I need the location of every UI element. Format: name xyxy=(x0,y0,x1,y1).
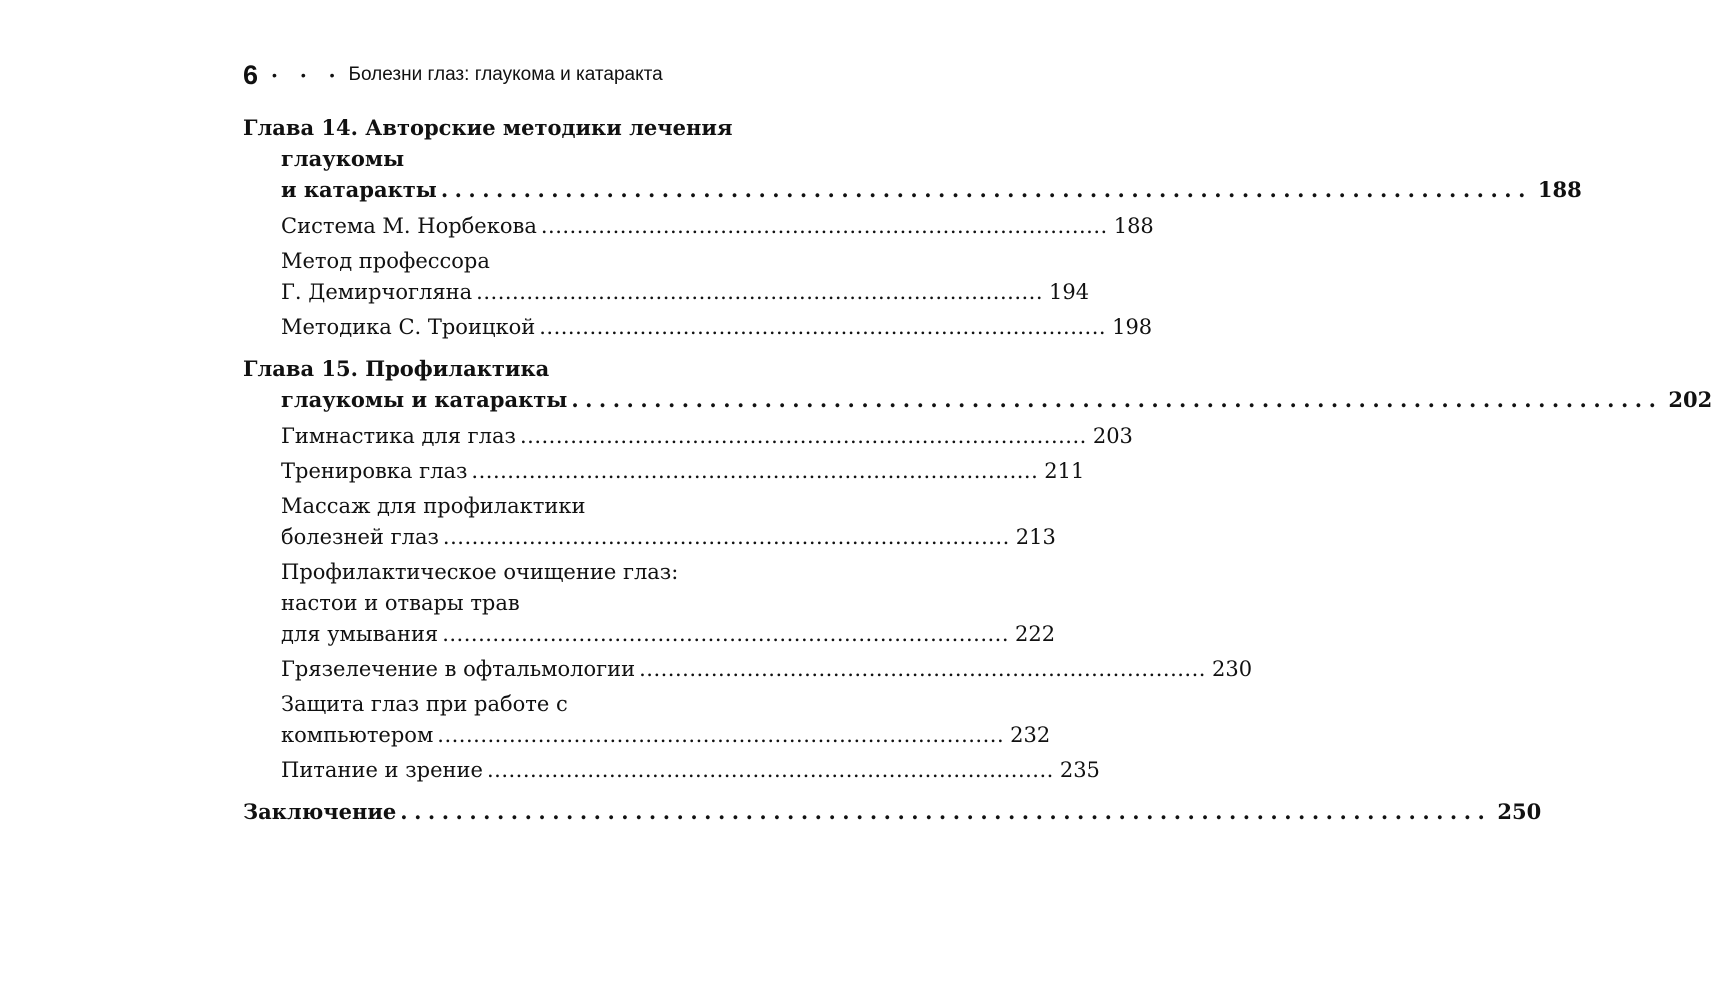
toc-line-last xyxy=(281,384,1712,415)
toc-entry-title: для умывания xyxy=(281,622,439,646)
toc-page-number: 198 xyxy=(1112,315,1153,339)
toc-section xyxy=(281,456,1085,487)
toc-section xyxy=(281,312,1153,343)
toc-line-last xyxy=(281,456,1085,487)
dot-leader: ............................................................................... xyxy=(476,280,1044,304)
dot-leader: ............................................................................... xyxy=(639,657,1206,681)
toc-chapter-15 xyxy=(243,353,1712,415)
toc-entry-title: болезней глаз xyxy=(281,525,439,549)
dot-leader: ............................................................................... xyxy=(540,214,1108,238)
toc-page-number: 222 xyxy=(1015,622,1056,646)
toc-section xyxy=(281,491,1056,553)
toc-page-number: 188 xyxy=(1537,177,1582,202)
toc-section xyxy=(281,689,1051,751)
toc-entry-title: Питание и зрение xyxy=(281,758,483,782)
toc-page-number: 250 xyxy=(1497,799,1542,824)
dot-leader: ............................................................................... xyxy=(437,723,1005,747)
toc-line: Профилактическое очищение глаз: xyxy=(281,560,679,584)
toc-section xyxy=(281,557,1056,650)
dot-leader: ............................................................................... xyxy=(519,424,1087,448)
toc-entry-title: Методика С. Троицкой xyxy=(281,315,536,339)
dot-leader: ............................................................................... xyxy=(471,459,1039,483)
toc-chapter-14 xyxy=(243,112,1582,205)
toc-section xyxy=(281,421,1133,452)
dot-leader: ............................................................................... xyxy=(442,525,1010,549)
toc-page-number: 213 xyxy=(1015,525,1056,549)
toc-line-last xyxy=(281,522,1056,553)
toc-line-last xyxy=(281,654,1253,685)
toc-line-last xyxy=(281,755,1100,786)
toc-page-number: 230 xyxy=(1211,657,1253,681)
toc-entry-title: глаукомы и катаракты xyxy=(281,387,568,412)
table-of-contents xyxy=(243,112,1712,827)
toc-section xyxy=(281,755,1100,786)
toc-section xyxy=(281,246,1090,308)
toc-page-number: 235 xyxy=(1059,758,1100,782)
toc-line-last xyxy=(281,174,1582,205)
toc-entry-title: Гимнастика для глаз xyxy=(281,424,516,448)
toc-entry-title: Заключение xyxy=(243,799,397,824)
dot-leader: ............................................................................... xyxy=(571,387,1663,412)
toc-page-number: 203 xyxy=(1092,424,1133,448)
toc-section xyxy=(281,211,1154,242)
toc-page-number: 202 xyxy=(1668,387,1712,412)
toc-line: Массаж для профилактики xyxy=(281,494,586,518)
toc-entry-title: Грязелечение в офтальмологии xyxy=(281,657,636,681)
dot-leader: ............................................................................... xyxy=(442,622,1010,646)
toc-line-last xyxy=(281,312,1153,343)
dot-leader: ............................................................................... xyxy=(400,799,1492,824)
toc-entry-title: Тренировка глаз xyxy=(281,459,468,483)
toc-page-number: 211 xyxy=(1044,459,1085,483)
toc-line: Защита глаз при работе с xyxy=(281,692,568,716)
dot-leader: ............................................................................... xyxy=(539,315,1107,339)
toc-line-last xyxy=(281,720,1051,751)
toc-line-last xyxy=(281,277,1090,308)
toc-line: Глава 14. Авторские методики лечения xyxy=(243,115,733,140)
toc-line-last xyxy=(243,796,1542,827)
toc-entry-title: компьютером xyxy=(281,723,434,747)
toc-line-last xyxy=(281,619,1056,650)
dot-leader: ............................................................................... xyxy=(486,758,1054,782)
toc-entry-title: Г. Демирчогляна xyxy=(281,280,473,304)
toc-page-number: 232 xyxy=(1010,723,1051,747)
book-page xyxy=(243,58,1712,833)
toc-page-number: 194 xyxy=(1049,280,1090,304)
toc-conclusion xyxy=(243,796,1542,827)
page-number: 6 xyxy=(243,59,259,90)
toc-line-last xyxy=(281,211,1154,242)
toc-line: глаукомы xyxy=(281,146,405,171)
toc-page-number: 188 xyxy=(1113,214,1154,238)
toc-line-last xyxy=(281,421,1133,452)
bullet-ornament: • • • xyxy=(272,67,345,83)
running-title: Болезни глаз: глаукома и катаракта xyxy=(348,64,663,85)
toc-line: Метод профессора xyxy=(281,249,490,273)
toc-section xyxy=(281,654,1253,685)
toc-entry-title: Система М. Норбекова xyxy=(281,214,537,238)
dot-leader: ............................................................................... xyxy=(440,177,1532,202)
toc-line: Глава 15. Профилактика xyxy=(243,356,550,381)
toc-line: настои и отвары трав xyxy=(281,591,520,615)
toc-entry-title: и катаракты xyxy=(281,177,437,202)
running-head xyxy=(243,58,757,92)
